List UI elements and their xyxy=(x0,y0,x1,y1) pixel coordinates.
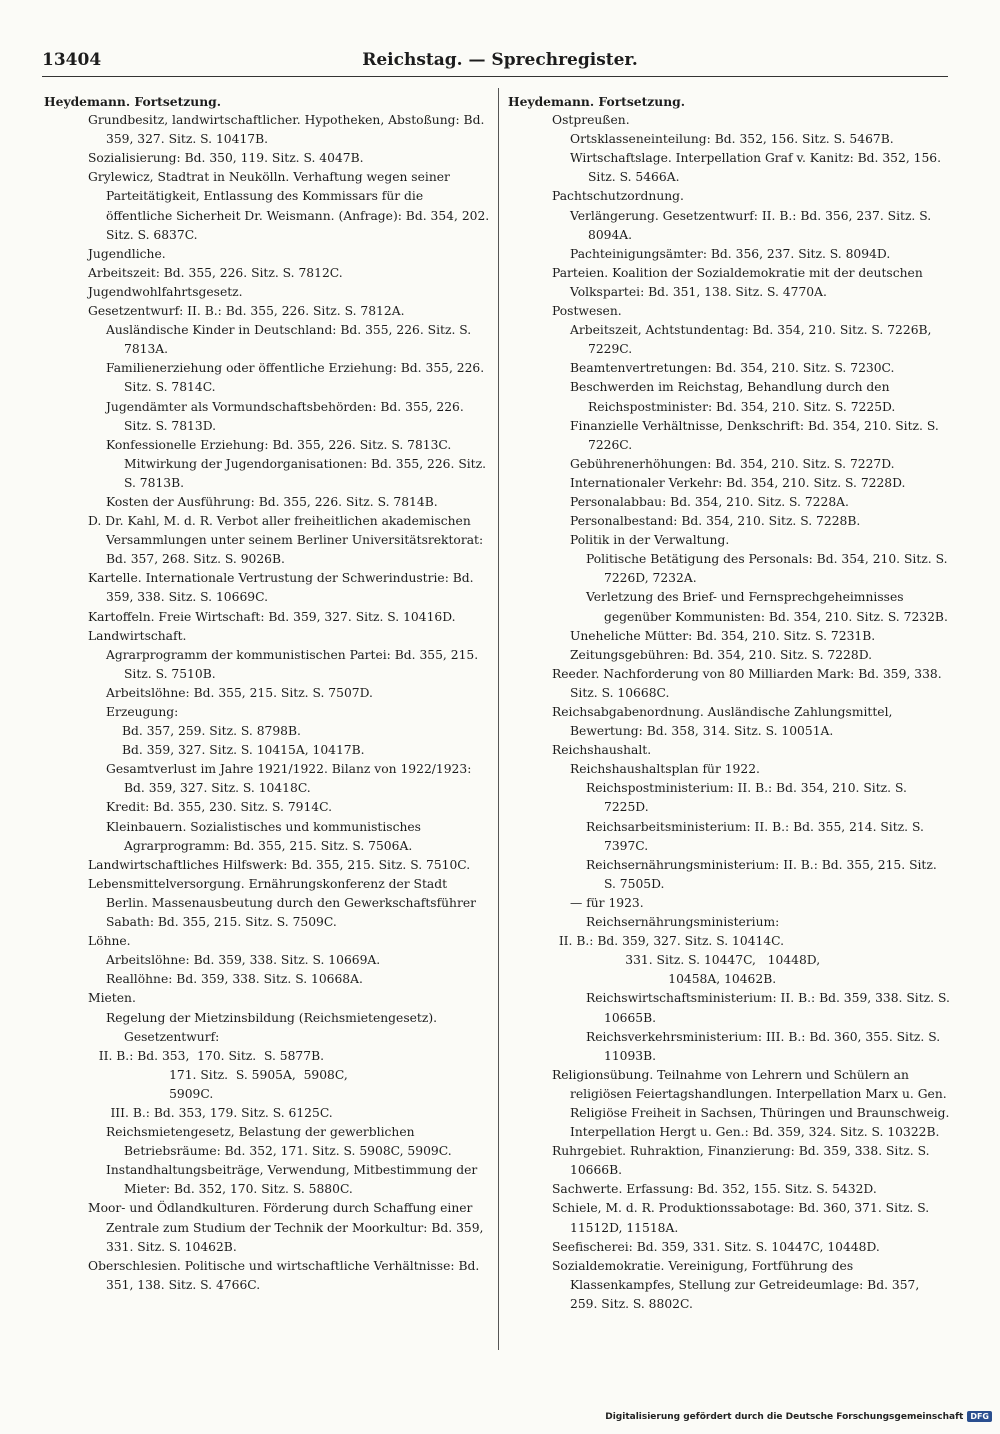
index-entry: Personalbestand: Bd. 354, 210. Sitz. S. 7228B. xyxy=(570,514,861,529)
index-entry: Kartoffeln. Freie Wirtschaft: Bd. 359, 327. Sitz. S. 10416D. xyxy=(88,609,456,624)
index-entry: Parteien. Koalition der Sozialdemokratie mit der deutschen Volkspartei: Bd. 351, 138. Sitz. S. 4770A. xyxy=(552,265,923,299)
index-entry: Kredit: Bd. 355, 230. Sitz. S. 7914C. xyxy=(106,800,333,815)
index-entry: Regelung der Mietzinsbildung (Reichsmietengesetz). Gesetzentwurf: xyxy=(106,1010,438,1044)
index-entry: Ortsklasseneinteilung: Bd. 352, 156. Sitz. S. 5467B. xyxy=(570,132,894,147)
index-entry: Verletzung des Brief- und Fernsprechgeheimnisses gegenüber Kommunisten: Bd. 354, 210. Sitz. S. 7232B. xyxy=(586,590,948,624)
running-head: Reichstag. — Sprechregister. xyxy=(362,50,638,70)
index-entry: Beschwerden im Reichstag, Behandlung durch den Reichspostminister: Bd. 354, 210. Sitz. S. 7225D. xyxy=(570,380,896,414)
index-entry: Seefischerei: Bd. 359, 331. Sitz. S. 10447C, 10448D. xyxy=(552,1239,880,1254)
index-entry: Reichsmietengesetz, Belastung der gewerblichen Betriebsräume: Bd. 352, 171. Sitz. S. 5908C, 5909C. xyxy=(106,1125,452,1159)
index-entry: Arbeitslöhne: Bd. 359, 338. Sitz. S. 10669A. xyxy=(106,953,381,968)
dfg-logo: DFG xyxy=(967,1411,992,1422)
index-entry: Grylewicz, Stadtrat in Neukölln. Verhaftung wegen seiner Parteitätigkeit, Entlassung des Kommissars für die öffentliche Sicherheit Dr. Weismann. (Anfrage): Bd. 354, 202. Sitz. S. 6837C. xyxy=(88,170,490,242)
index-entry: Internationaler Verkehr: Bd. 354, 210. Sitz. S. 7228D. xyxy=(570,475,906,490)
index-entry: Kleinbauern. Sozialistisches und kommunistisches Agrarprogramm: Bd. 355, 215. Sitz. S. 7506A. xyxy=(106,819,421,853)
footer-text: Digitalisierung gefördert durch die Deutsche Forschungsgemeinschaft xyxy=(605,1411,964,1422)
index-entry: Uneheliche Mütter: Bd. 354, 210. Sitz. S. 7231B. xyxy=(570,628,876,643)
index-entry: Reichswirtschaftsministerium: II. B.: Bd. 359, 338. Sitz. S. 10665B. xyxy=(586,991,950,1025)
index-entry: D. Dr. Kahl, M. d. R. Verbot aller freiheitlichen akademischen Versammlungen unter seinem Berliner Universitätsrektorat: Bd. 357, 268. Sitz. S. 9026B. xyxy=(88,514,484,567)
index-entry: Finanzielle Verhältnisse, Denkschrift: Bd. 354, 210. Sitz. S. 7226C. xyxy=(570,418,939,452)
index-entry: Zeitungsgebühren: Bd. 354, 210. Sitz. S. 7228D. xyxy=(570,647,873,662)
index-entry: Sozialdemokratie. Vereinigung, Fortführung des Klassenkampfes, Stellung zur Getreideumlage: Bd. 357, 259. Sitz. S. 8802C. xyxy=(552,1258,920,1311)
header-rule xyxy=(42,76,948,77)
index-entry: Reallöhne: Bd. 359, 338. Sitz. S. 10668A. xyxy=(106,972,363,987)
index-entry: Kartelle. Internationale Vertrustung der Schwerindustrie: Bd. 359, 338. Sitz. S. 10669C. xyxy=(88,571,474,605)
index-entry: Schiele, M. d. R. Produktionssabotage: Bd. 360, 371. Sitz. S. 11512D, 11518A. xyxy=(552,1201,930,1235)
index-entry: Jugendämter als Vormundschaftsbehörden: Bd. 355, 226. Sitz. S. 7813D. xyxy=(106,399,464,433)
index-entry: Landwirtschaft. xyxy=(88,628,187,643)
index-entry: II. B.: Bd. 359, 327. Sitz. S. 10414C. 331. Sitz. S. 10447C, 10448D, 10458A, 10462B. xyxy=(558,934,821,987)
index-entry: Erzeugung: xyxy=(106,705,179,719)
index-entry: Kosten der Ausführung: Bd. 355, 226. Sitz. S. 7814B. xyxy=(106,494,438,509)
index-entry: Gesetzentwurf: II. B.: Bd. 355, 226. Sitz. S. 7812A. xyxy=(88,304,405,319)
index-entry: Moor- und Ödlandkulturen. Förderung durch Schaffung einer Zentrale zum Studium der Technik der Moorkultur: Bd. 359, 331. Sitz. S. 10462B. xyxy=(88,1201,484,1254)
page-number: 13404 xyxy=(42,50,102,70)
index-entry: Familienerziehung oder öffentliche Erziehung: Bd. 355, 226. Sitz. S. 7814C. xyxy=(106,361,485,395)
index-entry: Arbeitszeit, Achtstundentag: Bd. 354, 210. Sitz. S. 7226B, 7229C. xyxy=(570,323,932,357)
index-entry: II. B.: Bd. 353, 170. Sitz. S. 5877B. 171. Sitz. S. 5905A, 5908C, 5909C. xyxy=(98,1048,348,1101)
index-entry: Sachwerte. Erfassung: Bd. 352, 155. Sitz. S. 5432D. xyxy=(552,1182,877,1197)
index-entry: Landwirtschaftliches Hilfswerk: Bd. 355, 215. Sitz. S. 7510C. xyxy=(88,857,471,872)
index-entry: Bd. 359, 327. Sitz. S. 10415A, 10417B. xyxy=(122,743,365,758)
footer-credit xyxy=(605,1411,992,1422)
right-column xyxy=(508,92,950,1314)
index-entry: Reichspostministerium: II. B.: Bd. 354, 210. Sitz. S. 7225D. xyxy=(586,781,907,815)
index-entry: Gesamtverlust im Jahre 1921/1922. Bilanz von 1922/1923: Bd. 359, 327. Sitz. S. 10418C. xyxy=(106,762,472,796)
index-entry: Verlängerung. Gesetzentwurf: II. B.: Bd. 356, 237. Sitz. S. 8094A. xyxy=(570,208,932,242)
index-entry: Reichsabgabenordnung. Ausländische Zahlungsmittel, Bewertung: Bd. 358, 314. Sitz. S. 10051A. xyxy=(552,705,893,739)
index-entry: Reichsverkehrsministerium: III. B.: Bd. 360, 355. Sitz. S. 11093B. xyxy=(586,1029,941,1063)
index-entry: Postwesen. xyxy=(552,304,622,319)
index-heading: Heydemann. Fortsetzung. xyxy=(508,94,686,109)
index-entry: Reeder. Nachforderung von 80 Milliarden Mark: Bd. 359, 338. Sitz. S. 10668C. xyxy=(552,666,942,700)
left-column xyxy=(44,92,490,1295)
index-entry: Reichshaushalt. xyxy=(552,743,652,758)
index-entry: Politik in der Verwaltung. xyxy=(570,533,730,548)
index-entry: Reichsernährungsministerium: II. B.: Bd. 355, 215. Sitz. S. 7505D. xyxy=(586,857,937,891)
index-entry: Instandhaltungsbeiträge, Verwendung, Mitbestimmung der Mieter: Bd. 352, 170. Sitz. S. 5880C. xyxy=(106,1163,478,1197)
index-entry: Konfessionelle Erziehung: Bd. 355, 226. Sitz. S. 7813C. Mitwirkung der Jugendorganisationen: Bd. 355, 226. Sitz. S. 7813B. xyxy=(106,437,487,490)
index-entry: III. B.: Bd. 353, 179. Sitz. S. 6125C. xyxy=(44,1105,333,1120)
index-entry: Jugendliche. xyxy=(88,246,166,261)
index-entry: — für 1923. xyxy=(570,895,644,910)
column-divider xyxy=(498,88,499,1350)
index-entry: Religionsübung. Teilnahme von Lehrern und Schülern an religiösen Feiertagshandlungen. Interpellation Marx u. Gen. Religiöse Freiheit in Sachsen, Thüringen und Braunschweig. Interpellation Hergt u. Gen.: Bd. 359, 324. Sitz. S. 10322B. xyxy=(552,1067,950,1140)
index-entry: Mieten. xyxy=(88,991,136,1006)
index-entry: Ausländische Kinder in Deutschland: Bd. 355, 226. Sitz. S. 7813A. xyxy=(106,323,472,357)
index-entry: Pachtschutzordnung. xyxy=(552,189,684,204)
index-entry: Gebührenerhöhungen: Bd. 354, 210. Sitz. S. 7227D. xyxy=(570,456,895,471)
index-entry: Ruhrgebiet. Ruhraktion, Finanzierung: Bd. 359, 338. Sitz. S. 10666B. xyxy=(552,1144,930,1178)
index-entry: Jugendwohlfahrtsgesetz. xyxy=(88,284,243,299)
index-entry: Beamtenvertretungen: Bd. 354, 210. Sitz. S. 7230C. xyxy=(570,361,895,376)
index-entry: Reichsernährungsministerium: xyxy=(586,915,780,930)
index-entry: Ostpreußen. xyxy=(552,113,630,128)
index-entry: Pachteinigungsämter: Bd. 356, 237. Sitz. S. 8094D. xyxy=(570,246,891,261)
index-entry: Bd. 357, 259. Sitz. S. 8798B. xyxy=(122,724,301,739)
index-entry: Löhne. xyxy=(88,934,131,949)
index-entry: Arbeitslöhne: Bd. 355, 215. Sitz. S. 7507D. xyxy=(106,685,373,700)
index-entry: Lebensmittelversorgung. Ernährungskonferenz der Stadt Berlin. Massenausbeutung durch den Gewerkschaftsführer Sabath: Bd. 355, 215. Sitz. S. 7509C. xyxy=(88,876,476,930)
index-entry: Sozialisierung: Bd. 350, 119. Sitz. S. 4047B. xyxy=(88,151,364,166)
index-entry: Agrarprogramm der kommunistischen Partei: Bd. 355, 215. Sitz. S. 7510B. xyxy=(106,647,479,681)
index-entry: Personalabbau: Bd. 354, 210. Sitz. S. 7228A. xyxy=(570,494,849,509)
index-heading: Heydemann. Fortsetzung. xyxy=(44,94,222,109)
index-entry: Grundbesitz, landwirtschaftlicher. Hypotheken, Abstoßung: Bd. 359, 327. Sitz. S. 10417B. xyxy=(88,113,485,147)
index-entry: Wirtschaftslage. Interpellation Graf v. Kanitz: Bd. 352, 156. Sitz. S. 5466A. xyxy=(570,151,942,185)
index-entry: Reichshaushaltsplan für 1922. xyxy=(570,762,760,777)
index-entry: Reichsarbeitsministerium: II. B.: Bd. 355, 214. Sitz. S. 7397C. xyxy=(586,819,924,853)
index-entry: Oberschlesien. Politische und wirtschaftliche Verhältnisse: Bd. 351, 138. Sitz. S. 4766C. xyxy=(88,1258,480,1292)
index-entry: Politische Betätigung des Personals: Bd. 354, 210. Sitz. S. 7226D, 7232A. xyxy=(586,552,948,586)
index-entry: Arbeitszeit: Bd. 355, 226. Sitz. S. 7812C. xyxy=(88,265,343,280)
